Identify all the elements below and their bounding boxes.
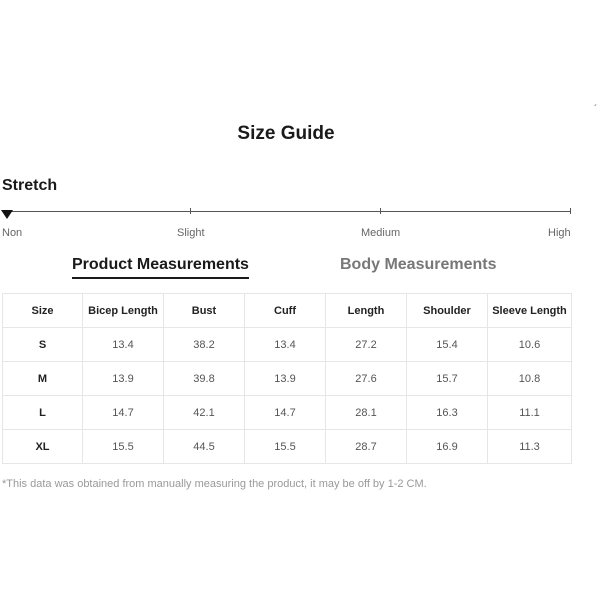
table-cell: 27.2 <box>326 328 407 362</box>
table-cell: 15.5 <box>83 430 164 464</box>
size-cell: S <box>3 328 83 362</box>
column-header-size: Size <box>3 294 83 328</box>
table-cell: 16.3 <box>407 396 488 430</box>
table-cell: 13.4 <box>245 328 326 362</box>
table-cell: 28.1 <box>326 396 407 430</box>
table-cell: 14.7 <box>83 396 164 430</box>
stretch-level-slight: Slight <box>177 227 205 239</box>
table-cell: 10.8 <box>488 362 572 396</box>
column-header-bust: Bust <box>164 294 245 328</box>
page-title: Size Guide <box>237 123 335 144</box>
column-header-shoulder: Shoulder <box>407 294 488 328</box>
table-cell: 44.5 <box>164 430 245 464</box>
size-cell: XL <box>3 430 83 464</box>
stretch-level-high: High <box>548 227 571 239</box>
table-header-row <box>3 294 572 328</box>
table-cell: 16.9 <box>407 430 488 464</box>
table-row <box>3 396 572 430</box>
table-row <box>3 430 572 464</box>
table-row <box>3 328 572 362</box>
table-row <box>3 362 572 396</box>
table-cell: 15.5 <box>245 430 326 464</box>
stretch-scale-tick-high <box>570 208 571 214</box>
table-cell: 11.1 <box>488 396 572 430</box>
size-table <box>2 293 572 464</box>
column-header-cuff: Cuff <box>245 294 326 328</box>
stretch-level-medium: Medium <box>361 227 401 239</box>
stretch-level-non: Non <box>2 227 23 239</box>
table-cell: 27.6 <box>326 362 407 396</box>
table-cell: 11.3 <box>488 430 572 464</box>
size-cell: M <box>3 362 83 396</box>
table-cell: 13.9 <box>83 362 164 396</box>
tab-body-measurements[interactable]: Body Measurements <box>340 256 497 273</box>
measurement-footnote: *This data was obtained from manually measuring the product, it may be off by 1-2 CM. <box>2 478 427 490</box>
table-cell: 13.4 <box>83 328 164 362</box>
stretch-scale-line <box>7 211 571 212</box>
table-cell: 15.4 <box>407 328 488 362</box>
table-cell: 28.7 <box>326 430 407 464</box>
table-cell: 10.6 <box>488 328 572 362</box>
table-cell: 42.1 <box>164 396 245 430</box>
size-cell: L <box>3 396 83 430</box>
tab-product-measurements[interactable]: Product Measurements <box>72 256 249 279</box>
corner-mark: ´ <box>594 104 598 115</box>
table-cell: 13.9 <box>245 362 326 396</box>
table-cell: 14.7 <box>245 396 326 430</box>
stretch-scale-tick-medium <box>380 208 381 214</box>
column-header-length: Length <box>326 294 407 328</box>
column-header-bicep-length: Bicep Length <box>83 294 164 328</box>
table-cell: 39.8 <box>164 362 245 396</box>
stretch-scale-tick-slight <box>190 208 191 214</box>
stretch-marker-icon <box>1 210 13 219</box>
stretch-label: Stretch <box>2 177 58 194</box>
table-cell: 15.7 <box>407 362 488 396</box>
column-header-sleeve-length: Sleeve Length <box>488 294 572 328</box>
table-cell: 38.2 <box>164 328 245 362</box>
